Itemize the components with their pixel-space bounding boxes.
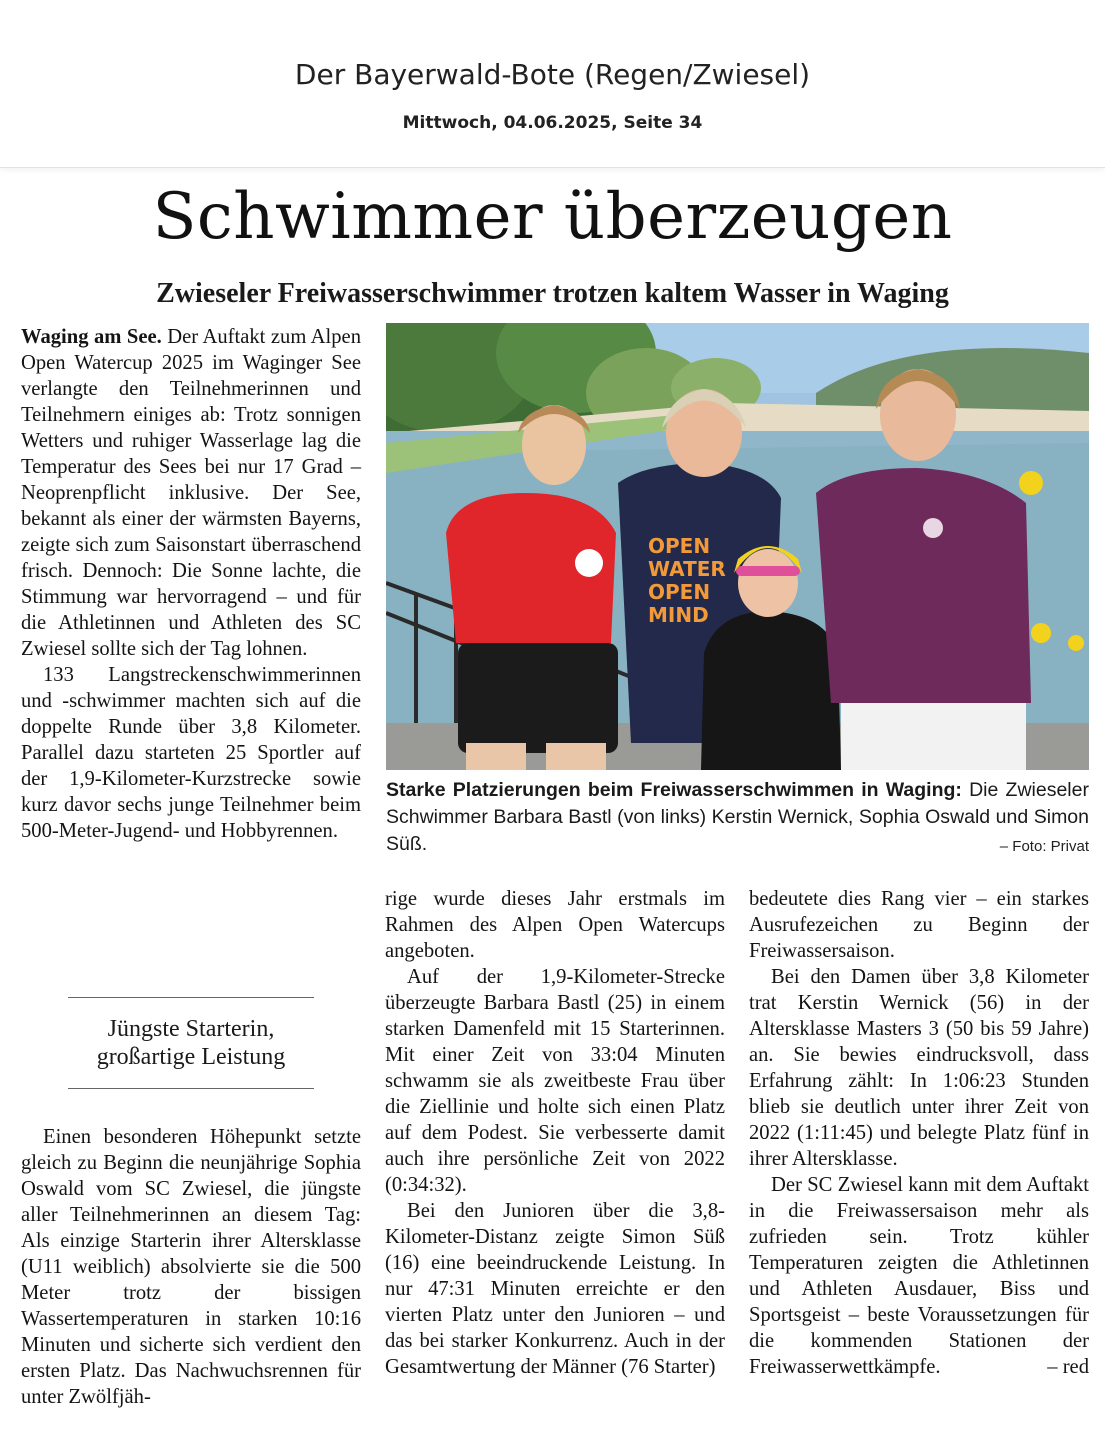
shirt-logo (575, 549, 603, 577)
paragraph-simon-cont: bedeutete dies Rang vier – ein starkes Ausrufezeichen zu Beginn der Freiwassersaison. (749, 888, 1089, 962)
intertitle-line-1: Jüngste Starterin, (107, 1016, 275, 1042)
buoy (1019, 471, 1043, 495)
author-signature: – red (1047, 1356, 1089, 1378)
article-column-3 (749, 886, 1089, 1380)
article-column-1 (21, 324, 361, 844)
wetsuit (701, 611, 841, 770)
paragraph-barbara: Auf der 1,9-Kilometer-Strecke überzeugte Barbara Bastl (25) in einem starken Damenfeld mit 15 Starterinnen. Mit einer Zeit von 33:04 Minuten schwamm sie als zweitbeste Frau über die Ziellinie und holte sich einen Platz auf dem Podest. Sie verbesserte damit auch ihre persönliche Zeit von 2022 (0:34:32). (385, 966, 725, 1196)
publication-title: Der Bayerwald-Bote (Regen/Zwiesel) (294, 58, 811, 91)
paragraph-kerstin: Bei den Damen über 3,8 Kilometer trat Kerstin Wernick (56) in der Altersklasse Masters 3 (50 bis 59 Jahre) an. Sie bewies eindrucksvoll, dass Erfahrung zählt: In 1:06:23 Stunden blieb sie deutlich unter ihrer Zeit von 2022 (1:11:45) und belegte Platz fünf in ihrer Altersklasse. (749, 966, 1089, 1170)
paragraph-simon: Bei den Junioren über die 3,8-Kilometer-Distanz zeigte Simon Süß (16) eine beeindruckende Leistung. In nur 47:31 Minuten erreichte er den vierten Platz unter den Junioren – und das bei starker Konkurrenz. Auch in der Gesamtwertung der Männer (76 Starter) (385, 1200, 725, 1378)
lead-text: Der Auftakt zum Alpen Open Watercup 2025 im Waginger See verlangte den Teilnehmerinnen und Teilnehmern einiges ab: Trotz sonnigen Wetters und ruhiger Wasserlage lag die Temperatur des Sees bei nur 17 Grad – Neoprenpflicht inklusive. Der See, bekannt als einer der wärmsten Bayerns, zeigte sich zum Saisonstart überraschend frisch. Dennoch: Die Sonne lachte, die Stimmung war hervorragend – und für die Athletinnen und Athleten des SC Zwiesel sollte sich der Tag lohnen. (21, 326, 361, 660)
photo-credit: – Foto: Privat (999, 838, 1089, 855)
dateline: Waging am See. (21, 326, 162, 348)
paragraph-conclusion (749, 1172, 1089, 1380)
intertitle (68, 997, 314, 1089)
caption-bold: Starke Platzierungen beim Freiwasserschwimmen in Waging: (386, 779, 962, 801)
white-shorts (841, 703, 1026, 770)
purple-shirt (816, 468, 1031, 703)
black-shorts (458, 643, 618, 753)
article-column-1-lower (21, 1124, 361, 1410)
paragraph-participants: 133 Langstreckenschwimmerinnen und -schwimmer machten sich auf die doppelte Runde über 3,8 Kilometer. Parallel dazu starteten 25 Sportler auf der 1,9-Kilometer-Kurzstrecke sowie kurz davor sechs junge Teilnehmer beim 500-Meter-Jugend- und Hobbyrennen. (21, 664, 361, 842)
shirt-print-4: MIND (648, 603, 709, 627)
goggles (736, 566, 800, 576)
face (738, 549, 798, 617)
shirt-print-3: OPEN (648, 580, 711, 604)
team-photo (386, 323, 1089, 770)
paragraph-sophia: Einen besonderen Höhepunkt setzte gleich zu Beginn die neunjährige Sophia Oswald vom SC Zwiesel, die jüngste aller Teilnehmerinnen an diesem Tag: Als einzige Starterin ihrer Altersklasse (U11 weiblich) absolvierte sie die 500 Meter trotz der bissigen Wassertemperaturen in starken 10:16 Minuten und sicherte sich verdient den ersten Platz. Das Nachwuchsrennen für unter Zwölfjäh- (21, 1126, 361, 1408)
caption-text: Die Zwieseler Schwimmer Barbara Bastl (von links) Kerstin Wernick, Sophia Oswald und Simon Süß. (386, 779, 1089, 855)
article-subheadline: Zwieseler Freiwasserschwimmer trotzen kaltem Wasser in Waging (156, 278, 949, 309)
paragraph-sophia-cont: rige wurde dieses Jahr erstmals im Rahmen des Alpen Open Watercups angeboten. (385, 888, 725, 962)
article-column-2 (385, 886, 725, 1380)
shirt-print-2: WATER (648, 557, 726, 581)
buoy (1068, 635, 1084, 651)
shirt-print-1: OPEN (648, 534, 711, 558)
buoy (1031, 623, 1051, 643)
article-headline: Schwimmer überzeugen (152, 180, 953, 254)
intertitle-line-2: großartige Leistung (96, 1044, 286, 1070)
issue-date-line: Mittwoch, 04.06.2025, Seite 34 (402, 113, 703, 133)
club-logo (923, 518, 943, 538)
conclusion-text: Der SC Zwiesel kann mit dem Auftakt in die Freiwassersaison mehr als zufrieden sein. Trotz kühler Temperaturen zeigten die Athletinnen und Athleten Ausdauer, Biss und Sportsgeist – beste Voraussetzungen für die kommenden Stationen der Freiwasserwettkämpfe. (749, 1174, 1089, 1378)
masthead (0, 0, 1105, 168)
paragraph-lead (21, 324, 361, 662)
